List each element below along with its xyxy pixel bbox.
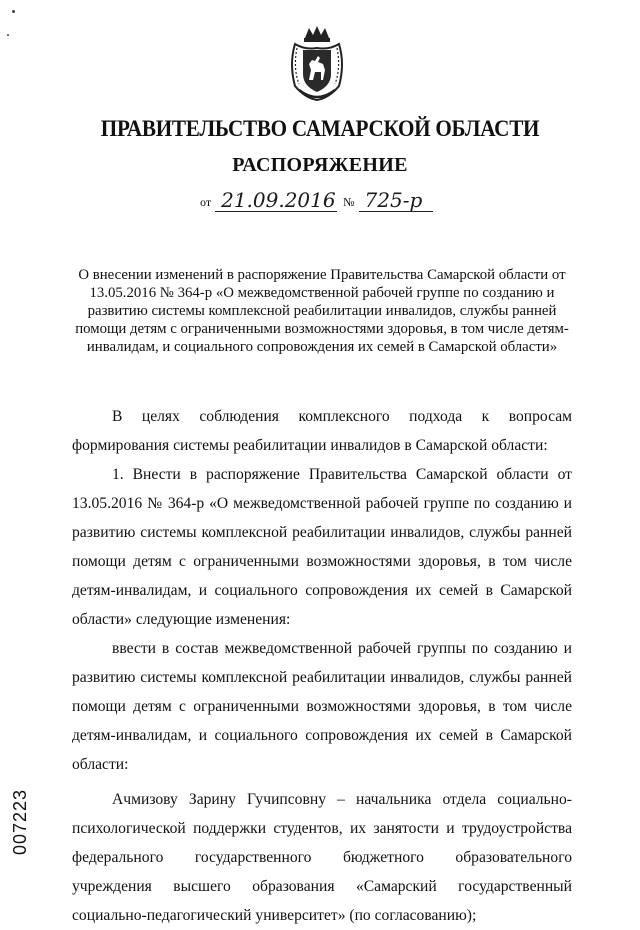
scan-speck	[12, 10, 15, 13]
scan-speck	[7, 34, 9, 36]
document-subject: О внесении изменений в распоряжение Правительства Самарской области от 13.05.2016 № 364-р «О межведомственной рабочей группе по созданию и развитию системы комплексной реабилитации инвалидов, службы ранней помощи детям с ограниченными возможностями здоровья, в том числе детям-инвалидам, и социального сопровождения их семей в Самарской области»	[75, 267, 569, 355]
handwritten-date: 21.09.2016	[215, 189, 337, 212]
date-prefix: от	[200, 195, 212, 209]
item-1-paragraph: 1. Внести в распоряжение Правительства Самарской области от 13.05.2016 № 364-р «О межведомственной рабочей группе по созданию и развитию системы комплексной реабилитации инвалидов, службы ранней помощи детям с ограниченными возможностями здоровья, в том числе детям-инвалидам, и социального сопровождения их семей в Самарской области» следующие изменения:	[72, 466, 572, 628]
date-number-line	[200, 184, 433, 212]
handwritten-number: 725-р	[359, 189, 433, 212]
organization-title: ПРАВИТЕЛЬСТВО САМАРСКОЙ ОБЛАСТИ	[100, 116, 540, 141]
clause-paragraph: ввести в состав межведомственной рабочей группы по созданию и развитию системы комплексной реабилитации инвалидов, службы ранней помощи детям с ограниченными возможностями здоровья, в том числе детям-инвалидам, и социального сопровождения их семей в Самарской области:	[72, 640, 572, 773]
member-paragraph: Ачмизову Зарину Гучипсовну – начальника отдела социально-психологической поддержки студентов, их занятости и трудоустройства федерального государственного бюджетного образовательного учреждения высшего образования «Самарский государственный социально-педагогический университет» (по согласованию);	[72, 791, 572, 924]
document-type: РАСПОРЯЖЕНИЕ	[232, 154, 408, 176]
side-registration-number: 007223	[10, 788, 30, 855]
coat-of-arms-emblem	[285, 24, 349, 104]
number-prefix: №	[343, 195, 355, 209]
document-body	[72, 402, 572, 930]
intro-paragraph: В целях соблюдения комплексного подхода к вопросам формирования системы реабилитации инвалидов в Самарской области:	[72, 408, 572, 454]
